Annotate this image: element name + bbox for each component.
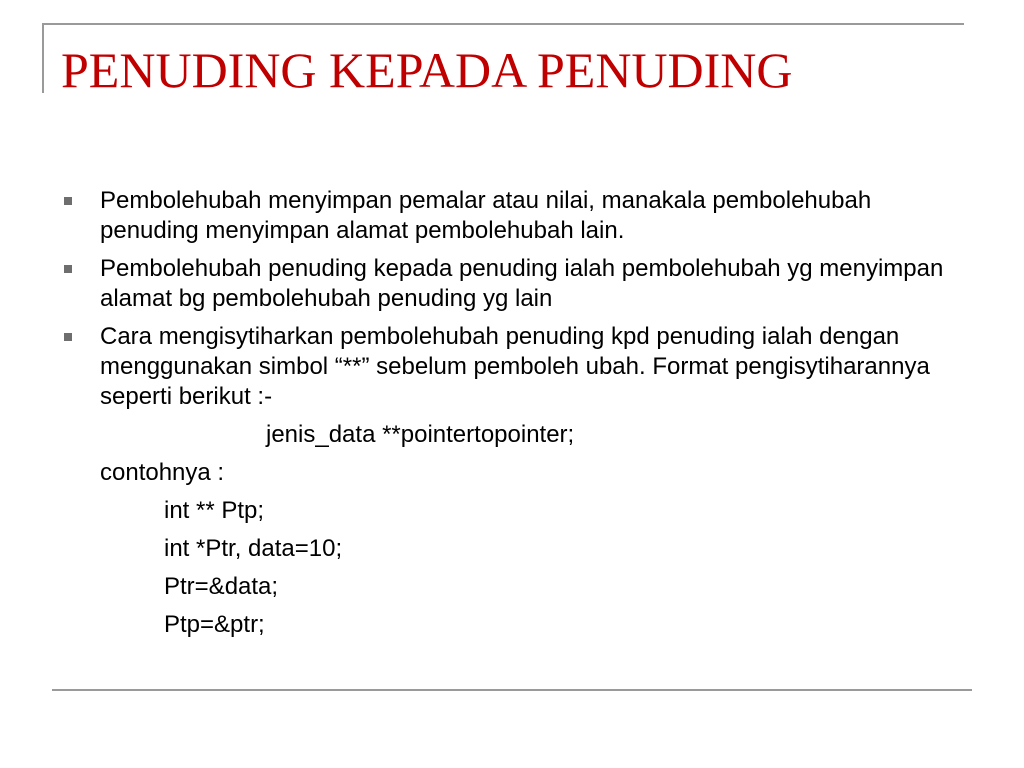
- bullet-item: [60, 254, 960, 314]
- bullet-text: Pembolehubah penuding kepada penuding ialah pembolehubah yg menyimpan alamat bg pembolehubah penuding yg lain: [100, 255, 944, 312]
- slide-title: PENUDING KEPADA PENUDING: [61, 42, 793, 98]
- example-label: contohnya :: [100, 459, 225, 486]
- square-bullet-icon: [64, 197, 72, 205]
- slide-content: [60, 186, 960, 648]
- square-bullet-icon: [64, 333, 72, 341]
- bullet-item: [60, 322, 960, 412]
- code-line: int *Ptr, data=10;: [164, 535, 343, 562]
- slide-frame-top-line: [42, 23, 964, 25]
- bullet-text: Pembolehubah menyimpan pemalar atau nilai, manakala pembolehubah penuding menyimpan alamat pembolehubah lain.: [100, 187, 872, 244]
- bullet-item: [60, 186, 960, 246]
- code-line: Ptp=&ptr;: [164, 611, 265, 638]
- square-bullet-icon: [64, 265, 72, 273]
- bullet-text: Cara mengisytiharkan pembolehubah penuding kpd penuding ialah dengan menggunakan simbol “**” sebelum pemboleh ubah. Format pengisytiharannya seperti berikut :-: [100, 323, 930, 410]
- slide-frame-bottom-line: [52, 689, 972, 691]
- syntax-line: jenis_data **pointertopointer;: [266, 421, 575, 448]
- slide-frame-left-line: [42, 23, 44, 93]
- code-line: Ptr=&data;: [164, 573, 279, 600]
- code-line: int ** Ptp;: [164, 497, 265, 524]
